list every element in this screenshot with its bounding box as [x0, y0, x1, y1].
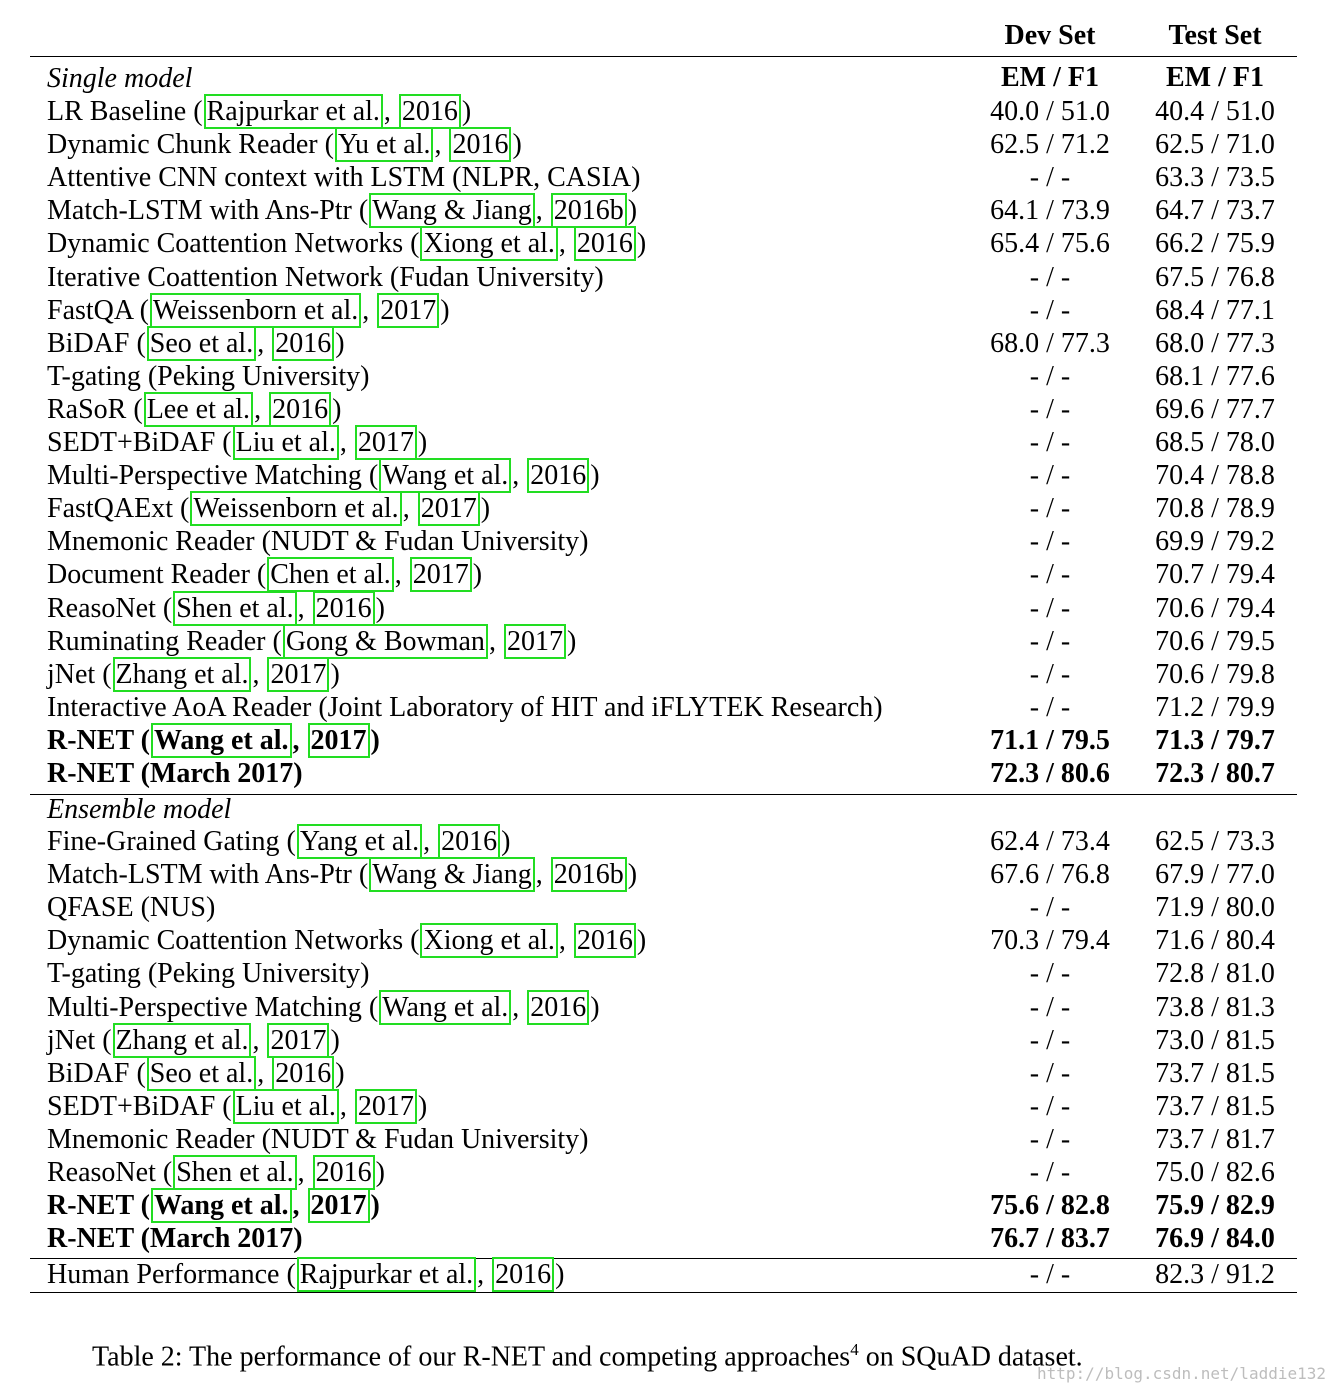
test-score: 68.5 / 78.0: [1155, 427, 1275, 458]
citation-author-link[interactable]: Liu et al.: [233, 425, 339, 460]
test-score: 70.6 / 79.5: [1155, 625, 1275, 657]
single-model-row: [0, 525, 1334, 558]
method-name: Dynamic Chunk Reader ( Yu et al. , 2016 ): [47, 129, 522, 161]
citation-year-link[interactable]: 2016: [313, 591, 375, 626]
ensemble-model-row: [0, 858, 1334, 891]
dev-score: - / -: [1029, 393, 1071, 425]
method-name: T-gating (Peking University): [47, 958, 370, 990]
dev-score: - / -: [1029, 991, 1071, 1023]
method-name: R-NET ( Wang et al. , 2017 ): [47, 724, 380, 756]
dev-score: 65.4 / 75.6: [990, 228, 1110, 260]
method-name: Match-LSTM with Ans-Ptr ( Wang & Jiang , 2016b ): [47, 195, 638, 227]
ensemble-model-row: [0, 1090, 1334, 1123]
caption-text: Table 2: The performance of our R-NET and competing approaches: [92, 1341, 851, 1373]
method-name: BiDAF ( Seo et al. , 2016 ): [47, 1057, 345, 1089]
citation-year-link[interactable]: 2017: [355, 1089, 417, 1124]
method-name: FastQA ( Weissenborn et al. , 2017 ): [47, 294, 450, 326]
single-model-row: [0, 294, 1334, 327]
dev-metric-header: EM / F1: [1001, 62, 1099, 93]
method-name: BiDAF ( Seo et al. , 2016 ): [47, 327, 345, 359]
test-score: 62.5 / 71.0: [1155, 129, 1275, 161]
method-name: Mnemonic Reader (NUDT & Fudan University): [47, 1123, 589, 1155]
dev-score: - / -: [1029, 526, 1071, 558]
footnote-mark[interactable]: 4: [850, 1340, 859, 1359]
citation-author-link[interactable]: Xiong et al.: [420, 226, 557, 261]
dev-score: - / -: [1029, 958, 1071, 990]
dev-score: - / -: [1029, 559, 1071, 591]
citation-year-link[interactable]: 2016b: [551, 857, 627, 892]
dev-score: - / -: [1029, 625, 1071, 657]
citation-year-link[interactable]: 2016: [527, 458, 589, 493]
citation-year-link[interactable]: 2016: [527, 990, 589, 1025]
method-name: ReasoNet ( Shen et al. , 2016 ): [47, 592, 385, 624]
citation-author-link[interactable]: Wang & Jiang: [369, 193, 535, 228]
citation-year-link[interactable]: 2016: [399, 94, 461, 129]
test-score: 71.9 / 80.0: [1155, 892, 1275, 924]
method-name: R-NET (March 2017): [47, 758, 303, 789]
citation-author-link[interactable]: Weissenborn et al.: [190, 491, 401, 526]
watermark: http://blog.csdn.net/laddie132: [1037, 1364, 1326, 1383]
citation-author-link[interactable]: Shen et al.: [173, 1155, 296, 1190]
single-model-row: [0, 625, 1334, 658]
citation-year-link[interactable]: 2017: [418, 491, 480, 526]
citation-author-link[interactable]: Yu et al.: [335, 127, 434, 162]
caption-rest: on SQuAD dataset.: [858, 1341, 1083, 1373]
ensemble-model-row: [0, 924, 1334, 957]
dev-score: 71.1 / 79.5: [990, 724, 1110, 756]
single-model-row: [0, 691, 1334, 724]
single-model-row: [0, 492, 1334, 525]
single-model-row: [0, 128, 1334, 161]
single-model-row: [0, 459, 1334, 492]
dev-score: - / -: [1029, 892, 1071, 924]
dev-score: 72.3 / 80.6: [990, 758, 1110, 789]
citation-author-link[interactable]: Shen et al.: [173, 591, 296, 626]
citation-year-link[interactable]: 2017: [355, 425, 417, 460]
ensemble-model-row: [0, 1189, 1334, 1222]
human-performance-row: [0, 1258, 1334, 1291]
method-name: Multi-Perspective Matching ( Wang et al. , 2016 ): [47, 991, 600, 1023]
method-name: Multi-Perspective Matching ( Wang et al. , 2016 ): [47, 460, 600, 492]
citation-author-link[interactable]: Yang et al.: [297, 824, 422, 859]
method-name: Fine-Grained Gating ( Yang et al. , 2016 ): [47, 826, 511, 857]
ensemble-model-row: [0, 1222, 1334, 1255]
citation-author-link[interactable]: Rajpurkar et al.: [297, 1257, 476, 1292]
citation-year-link[interactable]: 2017: [308, 723, 370, 758]
ensemble-model-row: [0, 957, 1334, 990]
single-model-row: [0, 757, 1334, 790]
citation-year-link[interactable]: 2017: [377, 293, 439, 328]
single-model-row: [0, 724, 1334, 757]
dev-score: - / -: [1029, 427, 1071, 458]
dev-score: 62.5 / 71.2: [990, 129, 1110, 161]
method-name: Human Performance ( Rajpurkar et al. , 2016 ): [47, 1259, 565, 1290]
dev-score: 75.6 / 82.8: [990, 1190, 1110, 1222]
method-name: Match-LSTM with Ans-Ptr ( Wang & Jiang , 2016b ): [47, 859, 638, 891]
dev-score: - / -: [1029, 1024, 1071, 1056]
dev-score: - / -: [1029, 592, 1071, 624]
test-score: 69.6 / 77.7: [1155, 393, 1275, 425]
single-model-row: [0, 227, 1334, 260]
test-score: 71.6 / 80.4: [1155, 925, 1275, 957]
citation-author-link[interactable]: Gong & Bowman: [283, 624, 488, 659]
test-score: 73.8 / 81.3: [1155, 991, 1275, 1023]
single-model-row: [0, 426, 1334, 459]
test-score: 73.0 / 81.5: [1155, 1024, 1275, 1056]
single-model-row: [0, 658, 1334, 691]
dev-score: - / -: [1029, 1057, 1071, 1089]
method-name: FastQAExt ( Weissenborn et al. , 2017 ): [47, 493, 491, 525]
method-name: SEDT+BiDAF ( Liu et al. , 2017 ): [47, 1090, 428, 1122]
test-score: 82.3 / 91.2: [1155, 1259, 1275, 1290]
ensemble-model-heading: Ensemble model: [47, 794, 232, 825]
citation-year-link[interactable]: 2017: [410, 557, 472, 592]
single-model-row: [0, 194, 1334, 227]
citation-author-link[interactable]: Seo et al.: [147, 1056, 256, 1091]
test-score: 72.8 / 81.0: [1155, 958, 1275, 990]
ensemble-model-row: [0, 1057, 1334, 1090]
citation-year-link[interactable]: 2017: [267, 657, 329, 692]
citation-year-link[interactable]: 2016: [269, 392, 331, 427]
citation-author-link[interactable]: Weissenborn et al.: [150, 293, 361, 328]
dev-score: - / -: [1029, 162, 1071, 194]
bottom-rule: [30, 1292, 1297, 1293]
citation-author-link[interactable]: Wang et al.: [151, 723, 292, 758]
citation-year-link[interactable]: 2017: [308, 1188, 370, 1223]
test-score: 75.0 / 82.6: [1155, 1157, 1275, 1188]
top-rule: [30, 56, 1297, 57]
method-name: Dynamic Coattention Networks ( Xiong et al. , 2016 ): [47, 925, 647, 957]
dev-score: 62.4 / 73.4: [990, 826, 1110, 857]
dev-score: - / -: [1029, 1090, 1071, 1122]
method-name: Mnemonic Reader (NUDT & Fudan University): [47, 526, 589, 558]
single-model-row: [0, 261, 1334, 294]
test-metric-header: EM / F1: [1166, 62, 1264, 93]
dev-score: 70.3 / 79.4: [990, 925, 1110, 957]
test-score: 68.4 / 77.1: [1155, 294, 1275, 326]
test-score: 75.9 / 82.9: [1155, 1190, 1275, 1222]
test-score: 70.4 / 78.8: [1155, 460, 1275, 492]
method-name: Ruminating Reader ( Gong & Bowman , 2017 ): [47, 625, 577, 657]
method-name: jNet ( Zhang et al. , 2017 ): [47, 1024, 340, 1056]
ensemble-model-row: [0, 1156, 1334, 1189]
citation-year-link[interactable]: 2016b: [551, 193, 627, 228]
citation-author-link[interactable]: Zhang et al.: [113, 1023, 252, 1058]
method-name: R-NET (March 2017): [47, 1223, 303, 1255]
test-score: 63.3 / 73.5: [1155, 162, 1275, 194]
citation-year-link[interactable]: 2016: [272, 326, 334, 361]
test-score: 73.7 / 81.7: [1155, 1123, 1275, 1155]
dev-score: - / -: [1029, 493, 1071, 525]
single-model-row: [0, 592, 1334, 625]
single-model-row: [0, 558, 1334, 591]
test-score: 66.2 / 75.9: [1155, 228, 1275, 260]
citation-year-link[interactable]: 2016: [574, 923, 636, 958]
citation-author-link[interactable]: Liu et al.: [233, 1089, 339, 1124]
citation-year-link[interactable]: 2016: [449, 127, 511, 162]
citation-year-link[interactable]: 2016: [438, 824, 500, 859]
test-set-header: Test Set: [1168, 20, 1262, 51]
method-name: T-gating (Peking University): [47, 360, 370, 392]
test-score: 64.7 / 73.7: [1155, 195, 1275, 227]
citation-year-link[interactable]: 2016: [313, 1155, 375, 1190]
test-score: 70.6 / 79.4: [1155, 592, 1275, 624]
dev-score: 40.0 / 51.0: [990, 96, 1110, 127]
ensemble-model-row: [0, 891, 1334, 924]
dev-score: - / -: [1029, 360, 1071, 392]
method-name: Document Reader ( Chen et al. , 2017 ): [47, 559, 483, 591]
test-score: 70.8 / 78.9: [1155, 493, 1275, 525]
test-score: 73.7 / 81.5: [1155, 1057, 1275, 1089]
citation-author-link[interactable]: Wang & Jiang: [369, 857, 535, 892]
dev-score: 64.1 / 73.9: [990, 195, 1110, 227]
citation-year-link[interactable]: 2016: [492, 1257, 554, 1292]
dev-score: - / -: [1029, 658, 1071, 690]
dev-score: - / -: [1029, 460, 1071, 492]
test-score: 70.7 / 79.4: [1155, 559, 1275, 591]
method-name: QFASE (NUS): [47, 892, 216, 924]
citation-author-link[interactable]: Rajpurkar et al.: [204, 94, 383, 129]
test-score: 70.6 / 79.8: [1155, 658, 1275, 690]
test-score: 68.1 / 77.6: [1155, 360, 1275, 392]
test-score: 73.7 / 81.5: [1155, 1090, 1275, 1122]
citation-author-link[interactable]: Lee et al.: [144, 392, 253, 427]
ensemble-model-row: [0, 825, 1334, 858]
ensemble-model-row: [0, 1024, 1334, 1057]
table-caption: [92, 1340, 1083, 1373]
method-name: R-NET ( Wang et al. , 2017 ): [47, 1190, 380, 1222]
ensemble-model-row: [0, 991, 1334, 1024]
citation-year-link[interactable]: 2017: [267, 1023, 329, 1058]
citation-author-link[interactable]: Seo et al.: [147, 326, 256, 361]
test-score: 68.0 / 77.3: [1155, 327, 1275, 359]
test-score: 71.3 / 79.7: [1155, 724, 1275, 756]
dev-set-header: Dev Set: [1004, 20, 1096, 51]
dev-score: - / -: [1029, 1157, 1071, 1188]
citation-author-link[interactable]: Wang et al.: [379, 990, 511, 1025]
test-score: 69.9 / 79.2: [1155, 526, 1275, 558]
method-name: Dynamic Coattention Networks ( Xiong et al. , 2016 ): [47, 228, 647, 260]
citation-year-link[interactable]: 2017: [504, 624, 566, 659]
citation-author-link[interactable]: Xiong et al.: [420, 923, 557, 958]
citation-author-link[interactable]: Wang et al.: [379, 458, 511, 493]
test-score: 40.4 / 51.0: [1155, 96, 1275, 127]
dev-score: - / -: [1029, 1259, 1071, 1290]
citation-author-link[interactable]: Chen et al.: [267, 557, 394, 592]
dev-score: - / -: [1029, 294, 1071, 326]
method-name: jNet ( Zhang et al. , 2017 ): [47, 658, 340, 690]
test-score: 76.9 / 84.0: [1155, 1223, 1275, 1255]
method-name: Attentive CNN context with LSTM (NLPR, CASIA): [47, 162, 641, 194]
dev-score: 67.6 / 76.8: [990, 859, 1110, 891]
method-name: SEDT+BiDAF ( Liu et al. , 2017 ): [47, 427, 428, 458]
citation-author-link[interactable]: Wang et al.: [151, 1188, 292, 1223]
dev-score: - / -: [1029, 1123, 1071, 1155]
single-model-row: [0, 360, 1334, 393]
method-name: LR Baseline ( Rajpurkar et al. , 2016 ): [47, 96, 472, 127]
test-score: 67.9 / 77.0: [1155, 859, 1275, 891]
single-model-heading: Single model: [47, 63, 193, 94]
single-model-row: [0, 393, 1334, 426]
dev-score: - / -: [1029, 261, 1071, 293]
dev-score: 76.7 / 83.7: [990, 1223, 1110, 1255]
citation-year-link[interactable]: 2016: [272, 1056, 334, 1091]
citation-year-link[interactable]: 2016: [574, 226, 636, 261]
test-score: 62.5 / 73.3: [1155, 826, 1275, 857]
citation-author-link[interactable]: Zhang et al.: [113, 657, 252, 692]
single-model-row: [0, 95, 1334, 128]
method-name: Iterative Coattention Network (Fudan University): [47, 261, 604, 293]
single-model-row: [0, 161, 1334, 194]
test-score: 67.5 / 76.8: [1155, 261, 1275, 293]
method-name: RaSoR ( Lee et al. , 2016 ): [47, 393, 342, 425]
dev-score: 68.0 / 77.3: [990, 327, 1110, 359]
single-model-row: [0, 327, 1334, 360]
method-name: ReasoNet ( Shen et al. , 2016 ): [47, 1157, 385, 1188]
test-score: 72.3 / 80.7: [1155, 758, 1275, 789]
ensemble-model-row: [0, 1123, 1334, 1156]
method-name: Interactive AoA Reader (Joint Laboratory of HIT and iFLYTEK Research): [47, 691, 883, 723]
test-score: 71.2 / 79.9: [1155, 691, 1275, 723]
dev-score: - / -: [1029, 691, 1071, 723]
